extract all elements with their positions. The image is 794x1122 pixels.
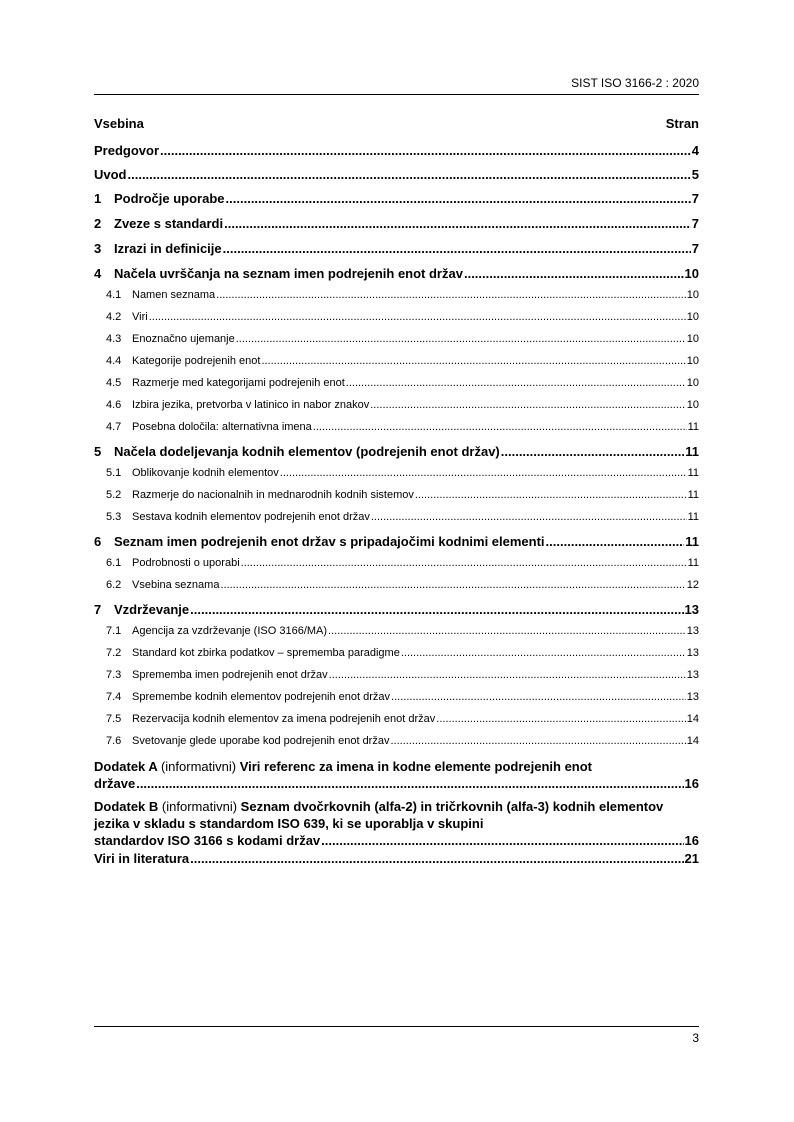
dot-leader bbox=[464, 265, 684, 282]
toc-entry-title bbox=[94, 734, 389, 748]
toc-entry-page: 13 bbox=[686, 647, 699, 659]
toc-annex-entry[interactable] bbox=[94, 758, 699, 792]
toc-entry-page: 10 bbox=[686, 377, 699, 389]
toc-entry[interactable] bbox=[94, 142, 699, 159]
toc-bibliography-entry[interactable] bbox=[94, 850, 699, 867]
toc-entry-number: 7.5 bbox=[106, 713, 122, 725]
toc-entry-number: 4.6 bbox=[106, 399, 122, 411]
toc-entry-text: Oblikovanje kodnih elementov bbox=[132, 467, 279, 479]
toc-entry-title bbox=[94, 354, 260, 368]
toc-entry-page: 10 bbox=[684, 266, 699, 281]
dot-leader bbox=[370, 398, 686, 412]
toc-entry-text: Izrazi in definicije bbox=[114, 241, 222, 256]
toc-entry-number: 7.1 bbox=[106, 625, 122, 637]
annex-note: (informativni) bbox=[161, 799, 238, 814]
toc-entry-text: Viri bbox=[132, 311, 148, 323]
toc-entry-title bbox=[94, 624, 327, 638]
toc-entry[interactable] bbox=[94, 166, 699, 183]
toc-entry-title bbox=[94, 376, 345, 390]
toc-entry-number: 4.5 bbox=[106, 377, 122, 389]
toc-entry-page: 13 bbox=[686, 691, 699, 703]
toc-entry-page: 11 bbox=[687, 511, 699, 523]
dot-leader bbox=[313, 420, 687, 434]
dot-leader bbox=[436, 712, 685, 726]
toc-entry-number: 5 bbox=[94, 444, 102, 459]
toc-entry-page: 11 bbox=[687, 557, 699, 569]
toc-entry-number: 7 bbox=[94, 602, 102, 617]
toc-entry-title bbox=[94, 488, 414, 502]
toc-entry-number: 7.6 bbox=[106, 735, 122, 747]
toc-entry-text: Posebna določila: alternativna imena bbox=[132, 421, 312, 433]
toc-subentry[interactable] bbox=[94, 354, 699, 368]
toc-entry-title bbox=[94, 142, 159, 159]
toc-subentry[interactable] bbox=[94, 712, 699, 726]
dot-leader bbox=[371, 510, 687, 524]
dot-leader bbox=[401, 646, 686, 660]
toc-entry-title bbox=[94, 712, 435, 726]
annex-heading bbox=[94, 798, 699, 832]
toc-entry-page: 12 bbox=[686, 579, 699, 591]
toc-entry-title bbox=[94, 215, 223, 232]
footer-rule bbox=[94, 1026, 699, 1027]
dot-leader bbox=[329, 668, 686, 682]
dot-leader bbox=[391, 690, 686, 704]
toc-entry-page: 7 bbox=[691, 241, 699, 256]
annex-title: Seznam dvočrkovnih (alfa-2) in tričrkovnih (alfa-3) kodnih elementov jezika v skladu s standardom ISO 639, ki se uporablja v skupini bbox=[94, 799, 664, 831]
toc-subentry[interactable] bbox=[94, 510, 699, 524]
toc-entry-number: 7.4 bbox=[106, 691, 122, 703]
dot-leader bbox=[190, 850, 683, 867]
dot-leader bbox=[261, 354, 685, 368]
toc-entry-title bbox=[94, 420, 312, 434]
dot-leader bbox=[280, 466, 687, 480]
dot-leader bbox=[224, 215, 691, 232]
toc-entry-title bbox=[94, 265, 463, 282]
toc-entry-title bbox=[94, 240, 222, 257]
toc-entry-title bbox=[94, 398, 369, 412]
toc-subentry[interactable] bbox=[94, 578, 699, 592]
toc-entry[interactable] bbox=[94, 240, 699, 257]
toc-entry-page: 13 bbox=[686, 625, 699, 637]
toc-entry-text: Izbira jezika, pretvorba v latinico in nabor znakov bbox=[132, 399, 370, 411]
toc-entry[interactable] bbox=[94, 533, 699, 550]
toc-entry[interactable] bbox=[94, 190, 699, 207]
toc-entry-text: Sestava kodnih elementov podrejenih enot držav bbox=[132, 511, 370, 523]
dot-leader bbox=[501, 443, 684, 460]
annex-label: Dodatek B bbox=[94, 799, 159, 814]
toc-entry-page: 16 bbox=[684, 776, 699, 791]
toc-entry-text: Razmerje do nacionalnih in mednarodnih kodnih sistemov bbox=[132, 489, 414, 501]
toc-entry-text: Agencija za vzdrževanje (ISO 3166/MA) bbox=[132, 625, 328, 637]
toc-entry-text: Spremembe kodnih elementov podrejenih enot držav bbox=[132, 691, 391, 703]
dot-leader bbox=[328, 624, 686, 638]
header-rule bbox=[94, 94, 699, 95]
toc-entry-text: Standard kot zbirka podatkov – sprememba paradigme bbox=[132, 647, 400, 659]
toc-entry-number: 4.4 bbox=[106, 355, 122, 367]
toc-entry-page: 14 bbox=[686, 735, 699, 747]
document-id-header: SIST ISO 3166-2 : 2020 bbox=[571, 76, 699, 90]
toc-entry-number: 6.1 bbox=[106, 557, 122, 569]
toc-entry-title bbox=[94, 288, 215, 302]
toc-entry-number: 5.2 bbox=[106, 489, 122, 501]
toc-entry-page: 4 bbox=[691, 143, 699, 158]
toc-entry-text: Svetovanje glede uporabe kod podrejenih enot držav bbox=[132, 735, 390, 747]
toc-entry-page: 11 bbox=[685, 534, 699, 549]
toc-entry-number: 1 bbox=[94, 191, 102, 206]
toc-entry-text: Vsebina seznama bbox=[132, 579, 220, 591]
toc-entry-page: 10 bbox=[686, 311, 699, 323]
toc-entry-page: 7 bbox=[691, 216, 699, 231]
toc-heading-row bbox=[94, 116, 699, 131]
toc-entry-title bbox=[94, 690, 390, 704]
toc-entry-number: 7.3 bbox=[106, 669, 122, 681]
toc-entry-text: Sprememba imen podrejenih enot držav bbox=[132, 669, 328, 681]
toc-entry-title bbox=[94, 443, 500, 460]
toc-entry-title bbox=[94, 190, 225, 207]
toc-entry-text: Področje uporabe bbox=[114, 191, 225, 206]
toc-entry-page: 14 bbox=[686, 713, 699, 725]
toc-entry-page: 13 bbox=[686, 669, 699, 681]
toc-entry-number: 7.2 bbox=[106, 647, 122, 659]
toc-entry-page: 11 bbox=[685, 444, 699, 459]
toc-entry-text: Podrobnosti o uporabi bbox=[132, 557, 240, 569]
toc-entry-text: Načela uvrščanja na seznam imen podrejenih enot držav bbox=[114, 266, 463, 281]
toc-subentry[interactable] bbox=[94, 376, 699, 390]
dot-leader bbox=[346, 376, 686, 390]
toc-entry[interactable] bbox=[94, 601, 699, 618]
toc-entry-title bbox=[94, 466, 279, 480]
dot-leader bbox=[321, 832, 683, 849]
annex-label: Dodatek A bbox=[94, 759, 158, 774]
toc-entry-text: Predgovor bbox=[94, 143, 160, 158]
toc-entry-number: 6.2 bbox=[106, 579, 122, 591]
toc-entry-number: 4.7 bbox=[106, 421, 122, 433]
dot-leader bbox=[216, 288, 686, 302]
toc-entry-title bbox=[94, 578, 219, 592]
toc-entry-text: Zveze s standardi bbox=[114, 216, 224, 231]
dot-leader bbox=[226, 190, 691, 207]
dot-leader bbox=[160, 142, 691, 159]
toc-entry[interactable] bbox=[94, 443, 699, 460]
toc-entry-number: 5.1 bbox=[106, 467, 122, 479]
toc-subentry[interactable] bbox=[94, 420, 699, 434]
toc-subentry[interactable] bbox=[94, 646, 699, 660]
toc-entry-number: 6 bbox=[94, 534, 102, 549]
toc-entry-text: Razmerje med kategorijami podrejenih enot bbox=[132, 377, 345, 389]
dot-leader bbox=[390, 734, 685, 748]
annex-heading bbox=[94, 758, 699, 775]
toc-subentry[interactable] bbox=[94, 734, 699, 748]
toc-entry-text: Vzdrževanje bbox=[114, 602, 190, 617]
annex-title-last: standardov ISO 3166 s kodami držav bbox=[94, 833, 321, 848]
toc-subentry[interactable] bbox=[94, 556, 699, 570]
toc-entry-text: Viri in literatura bbox=[94, 851, 190, 866]
dot-leader bbox=[236, 332, 686, 346]
toc-entry-text: Načela dodeljevanja kodnih elementov (podrejenih enot držav) bbox=[114, 444, 500, 459]
toc-entry-title bbox=[94, 668, 328, 682]
toc-entry-text: Enoznačno ujemanje bbox=[132, 333, 235, 345]
toc-entry-title bbox=[94, 510, 370, 524]
toc-entry-page: 11 bbox=[687, 421, 699, 433]
toc-subentry[interactable] bbox=[94, 488, 699, 502]
toc-entry-page: 13 bbox=[684, 602, 699, 617]
dot-leader bbox=[128, 166, 691, 183]
toc-entry-text: Kategorije podrejenih enot bbox=[132, 355, 261, 367]
toc-page-label: Stran bbox=[665, 116, 699, 131]
toc-entry-title bbox=[94, 533, 545, 550]
toc-entry-text: Rezervacija kodnih elementov za imena podrejenih enot držav bbox=[132, 713, 436, 725]
toc-entry-title bbox=[94, 332, 235, 346]
dot-leader bbox=[241, 556, 687, 570]
toc-entry-number: 2 bbox=[94, 216, 102, 231]
toc-entry-title bbox=[94, 601, 189, 618]
toc-subentry[interactable] bbox=[94, 310, 699, 324]
toc-subentry[interactable] bbox=[94, 332, 699, 346]
toc-entry-number: 4.3 bbox=[106, 333, 122, 345]
toc-entry-text: Namen seznama bbox=[132, 289, 216, 301]
dot-leader bbox=[546, 533, 685, 550]
toc-entry-page: 5 bbox=[691, 167, 699, 182]
toc-entry-number: 4 bbox=[94, 266, 102, 281]
dot-leader bbox=[415, 488, 687, 502]
toc-title: Vsebina bbox=[94, 116, 144, 131]
page-number: 3 bbox=[692, 1031, 699, 1045]
toc-entry-page: 11 bbox=[687, 467, 699, 479]
annex-title-last: države bbox=[94, 776, 136, 791]
toc-entry-page: 10 bbox=[686, 333, 699, 345]
dot-leader bbox=[220, 578, 685, 592]
toc-entry-page: 16 bbox=[684, 833, 699, 848]
dot-leader bbox=[223, 240, 691, 257]
toc-entry-text: Seznam imen podrejenih enot držav s pripadajočimi kodnimi elementi bbox=[114, 534, 545, 549]
toc-annex-entry[interactable] bbox=[94, 798, 699, 849]
toc-entry-number: 4.2 bbox=[106, 311, 122, 323]
toc-entry[interactable] bbox=[94, 215, 699, 232]
toc-entry-page: 11 bbox=[687, 489, 699, 501]
toc-entry-page: 7 bbox=[691, 191, 699, 206]
toc-entry[interactable] bbox=[94, 265, 699, 282]
toc-subentry[interactable] bbox=[94, 398, 699, 412]
annex-title: Viri referenc za imena in kodne elemente podrejenih enot bbox=[239, 759, 593, 774]
toc-entry-page: 21 bbox=[684, 851, 699, 866]
toc-entry-title bbox=[94, 166, 127, 183]
toc-entry-title bbox=[94, 310, 148, 324]
toc-subentry[interactable] bbox=[94, 624, 699, 638]
toc-entry-title bbox=[94, 646, 400, 660]
toc-entry-page: 10 bbox=[686, 399, 699, 411]
toc-entry-page: 10 bbox=[686, 289, 699, 301]
dot-leader bbox=[136, 775, 683, 792]
toc-subentry[interactable] bbox=[94, 690, 699, 704]
toc-entry-number: 4.1 bbox=[106, 289, 122, 301]
toc-entry-number: 3 bbox=[94, 241, 102, 256]
toc-entry-title bbox=[94, 556, 240, 570]
toc-entry-number: 5.3 bbox=[106, 511, 122, 523]
toc-subentry[interactable] bbox=[94, 288, 699, 302]
dot-leader bbox=[149, 310, 686, 324]
toc-subentry[interactable] bbox=[94, 466, 699, 480]
toc-entry-page: 10 bbox=[686, 355, 699, 367]
annex-note: (informativni) bbox=[160, 759, 237, 774]
toc-entry-text: Uvod bbox=[94, 167, 127, 182]
toc-subentry[interactable] bbox=[94, 668, 699, 682]
dot-leader bbox=[190, 601, 683, 618]
